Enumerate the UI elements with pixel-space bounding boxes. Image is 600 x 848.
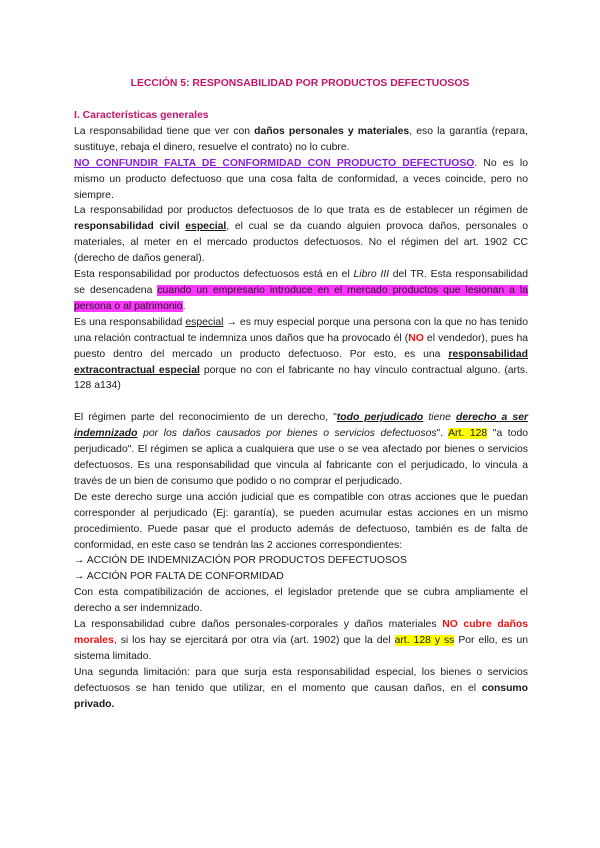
paragraph-5: Es una responsabilidad especial → es muy especial porque una persona con la que no has tenido una relación contractual te indemniza unos daños que ha provocado él (NO el vendedor), pues ha puesto dentro del mercado un producto defectuoso. Por esto, es una responsabilidad extracontractual especial porque no con el fabricante no hay vínculo contractual alguno. (arts. 128 a134) — [74, 316, 529, 392]
paragraph-10: Una segunda limitación: para que surja esta responsabilidad especial, los bienes o servicios defectuosos se han tenido que utilizar, en el momento que causan daños, en el consumo privado. — [74, 666, 528, 710]
paragraph-1: La responsabilidad tiene que ver con daños personales y materiales, eso la garantía (repara, sustituye, rebaja el dinero, resuelve el contrato) no lo cubre. — [74, 125, 528, 153]
warning-text: NO CONFUNDIR FALTA DE CONFORMIDAD CON PRODUCTO DEFECTUOSO — [74, 157, 475, 169]
paragraph-8: Con esta compatibilización de acciones, el legislador pretende que se cubra ampliamente el derecho a ser indemnizado. — [74, 587, 528, 615]
paragraph-6: El régimen parte del reconocimiento de un derecho, "todo perjudicado tiene derecho a ser indemnizado por los daños causados por bienes o servicios defectuosos". Art. 128 "a todo perjudicado". El régimen se aplica a cualquiera que use o se vea afectado por bienes o servicios defectuosos. Es una responsabilidad que vincula al fabricante con el perjudicado, lo vincula a través de un bien de consumo que podido o no comprar el perjudicado. — [74, 412, 529, 487]
paragraph-9: La responsabilidad cubre daños personales-corporales y daños materiales NO cubre daños morales, si los hay se ejercitará por otra vía (art. 1902) que la del art. 128 y ss Por ello, es un sistema limitado. — [74, 619, 528, 662]
highlight-pink: cuando un empresario introduce en el mercado productos que lesionan a la persona o al patrimonio — [74, 284, 528, 312]
list-item: → ACCIÓN DE INDEMNIZACIÓN POR PRODUCTOS DEFECTUOSOS — [74, 555, 407, 567]
highlight-yellow: art. 128 y ss — [394, 635, 455, 646]
highlight-yellow: Art. 128 — [448, 428, 488, 440]
section-heading: I. Características generales — [74, 110, 209, 121]
page-title: LECCIÓN 5: RESPONSABILIDAD POR PRODUCTOS DEFECTUOSOS — [130, 78, 470, 89]
spacer — [74, 394, 528, 410]
list-item: → ACCIÓN POR FALTA DE CONFORMIDAD — [74, 571, 284, 583]
paragraph-4: Esta responsabilidad por productos defectuosos está en el Libro III del TR. Esta responsabilidad se desencadena cuando un empresario introduce en el mercado productos que lesionan a la persona o al patrimonio. — [74, 269, 529, 312]
paragraph-7: De este derecho surge una acción judicial que es compatible con otras acciones que le puedan corresponder al perjudicado (Ej: garantía), se pueden acumular estas acciones en un mismo procedimiento. Puede pasar que el producto además de defectuoso, también es de falta de conformidad, en este caso se tendrán las 2 acciones correspondientes: — [74, 491, 528, 551]
paragraph-2: NO CONFUNDIR FALTA DE CONFORMIDAD CON PRODUCTO DEFECTUOSO. No es lo mismo un producto defectuoso que una cosa falta de conformidad, a veces coincide, pero no siempre. — [74, 157, 528, 201]
paragraph-3: La responsabilidad por productos defectuosos de lo que trata es de establecer un régimen de responsabilidad civil especial, el cual se da cuando alguien provoca daños, personales o materiales, al meter en el mercado productos defectuosos. No el régimen del art. 1902 CC (derecho de daños general). — [74, 205, 528, 265]
document-body — [74, 104, 528, 713]
